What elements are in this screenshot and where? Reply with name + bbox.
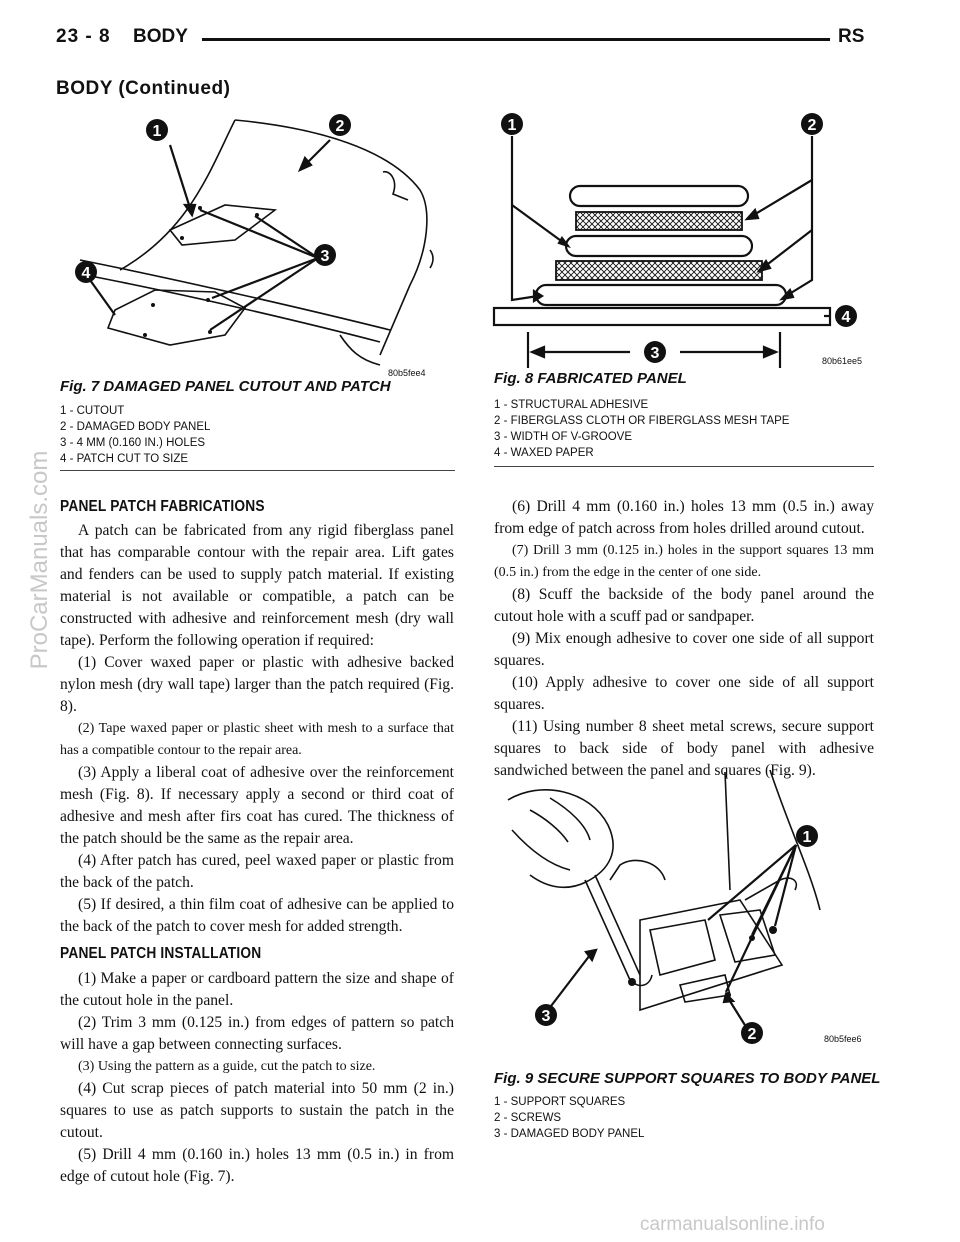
- fig8-illustration: [490, 110, 870, 370]
- fig9-callout-1: 1: [802, 829, 812, 846]
- fig9-legend-item: 1 - SUPPORT SQUARES: [494, 1096, 626, 1108]
- fig9-illustration: [490, 770, 870, 1070]
- paragraph: (4) After patch has cured, peel waxed paper or plastic from the back of the patch.: [60, 852, 454, 891]
- fig8-adhesive-layer: [566, 236, 752, 256]
- section-title: BODY: [133, 26, 188, 47]
- fig8-rule: [494, 466, 874, 467]
- fig9-legend: [494, 1094, 644, 1142]
- fig9-support-square: [720, 910, 775, 962]
- fig7-callout-2: 2: [335, 118, 345, 135]
- fig7-illustration: [60, 110, 450, 380]
- paragraph: (5) If desired, a thin film coat of adhesive can be applied to the back of the patch to cover mesh for added strength.: [60, 896, 454, 935]
- paragraph: A patch can be fabricated from any rigid fiberglass panel that has comparable contour with the repair area. Lift gates and fenders can be used to supply patch material. If existing material is not available or compatible, a patch can be constructed with adhesive and reinforcement mesh (dry wall tape). Perform the following operation if required:: [60, 522, 454, 649]
- side-watermark: ProCarManuals.com: [26, 450, 53, 670]
- model-code: RS: [838, 26, 865, 47]
- fig8-mesh-layer: [576, 212, 742, 230]
- fig8-code: 80b61ee5: [822, 356, 863, 366]
- installation-body: [60, 968, 454, 1188]
- paragraph: (2) Trim 3 mm (0.125 in.) from edges of pattern so patch will have a gap between connecting surfaces.: [60, 1014, 454, 1053]
- fig7-legend-item: 4 - PATCH CUT TO SIZE: [60, 453, 189, 465]
- fig8-adhesive-layer: [536, 285, 786, 305]
- fig8-caption: Fig. 8 FABRICATED PANEL: [494, 370, 687, 387]
- paragraph: (8) Scuff the backside of the body panel around the cutout hole with a scuff pad or sandpaper.: [494, 586, 874, 625]
- paragraph: (11) Using number 8 sheet metal screws, secure support squares to back side of body panel with adhesive sandwiched between the panel and squares (Fig. 9).: [494, 718, 874, 779]
- fig8-callout-3: 3: [650, 345, 660, 362]
- fig7-caption: Fig. 7 DAMAGED PANEL CUTOUT AND PATCH: [60, 378, 391, 395]
- paragraph: (5) Drill 4 mm (0.160 in.) holes 13 mm (0.5 in.) in from edge of cutout hole (Fig. 7).: [60, 1146, 454, 1185]
- fig7-legend-item: 1 - CUTOUT: [60, 405, 125, 417]
- paragraph: (1) Make a paper or cardboard pattern the size and shape of the cutout hole in the panel.: [60, 970, 454, 1009]
- fig9-support-square: [650, 920, 715, 975]
- fig7-legend: [60, 403, 210, 467]
- fig9-callout-3: 3: [541, 1008, 551, 1025]
- fig9-caption: Fig. 9 SECURE SUPPORT SQUARES TO BODY PANEL: [494, 1070, 881, 1087]
- fig9-callout-2: 2: [747, 1026, 757, 1043]
- paragraph: (6) Drill 4 mm (0.160 in.) holes 13 mm (0.5 in.) away from edge of patch across from holes drilled around cutout.: [494, 498, 874, 537]
- fig7-panel-edge: [235, 120, 427, 355]
- fig8-legend-item: 1 - STRUCTURAL ADHESIVE: [494, 399, 649, 411]
- paragraph: (4) Cut scrap pieces of patch material into 50 mm (2 in.) squares to use as patch supports to sustain the patch in the cutout.: [60, 1080, 454, 1141]
- fig8-legend-item: 2 - FIBERGLASS CLOTH OR FIBERGLASS MESH TAPE: [494, 415, 790, 427]
- paragraph: (10) Apply adhesive to cover one side of all support squares.: [494, 674, 874, 713]
- paragraph: (3) Apply a liberal coat of adhesive over the reinforcement mesh (Fig. 8). If necessary apply a second or third coat of adhesive and mesh after firs coat has cured. The thickness of the patch should be the same as the repair area.: [60, 764, 454, 847]
- fig8-callout-4: 4: [841, 309, 851, 326]
- continued-heading: BODY (Continued): [56, 78, 231, 99]
- fig7-callout-4: 4: [81, 265, 91, 282]
- paragraph: (1) Cover waxed paper or plastic with adhesive backed nylon mesh (dry wall tape) larger than the patch required (Fig. 8).: [60, 654, 454, 715]
- fig7-callout-1: 1: [152, 123, 162, 140]
- fig7-rule: [60, 470, 455, 471]
- header-rule: [202, 38, 830, 41]
- fig8-mesh-layer: [556, 261, 762, 280]
- fig8-legend: [494, 397, 789, 461]
- fig9-legend-item: 2 - SCREWS: [494, 1112, 562, 1124]
- fig8-callout-1: 1: [507, 117, 517, 134]
- fig7-patch: [108, 290, 245, 345]
- paragraph: (2) Tape waxed paper or plastic sheet with mesh to a surface that has a compatible contour to the repair area.: [60, 721, 454, 758]
- fig8-legend-item: 4 - WAXED PAPER: [494, 447, 594, 459]
- fig8-legend-item: 3 - WIDTH OF V-GROOVE: [494, 431, 633, 443]
- fig9-code: 80b5fee6: [824, 1034, 862, 1044]
- fig7-callout-3: 3: [320, 248, 330, 265]
- fig8-waxed-paper: [494, 308, 830, 325]
- page-number: 23 - 8: [56, 26, 111, 47]
- installation-heading: PANEL PATCH INSTALLATION: [60, 945, 262, 962]
- paragraph: (9) Mix enough adhesive to cover one side of all support squares.: [494, 630, 874, 669]
- bottom-watermark: carmanualsonline.info: [640, 1214, 825, 1235]
- installation-continued-body: [494, 496, 874, 782]
- fig7-code: 80b5fee4: [388, 368, 426, 378]
- fig8-callout-2: 2: [807, 117, 817, 134]
- fabrications-body: [60, 520, 454, 938]
- fig7-legend-item: 2 - DAMAGED BODY PANEL: [60, 421, 211, 433]
- paragraph: (7) Drill 3 mm (0.125 in.) holes in the support squares 13 mm (0.5 in.) from the edge in the center of one side.: [494, 543, 874, 580]
- fig9-legend-item: 3 - DAMAGED BODY PANEL: [494, 1128, 645, 1140]
- paragraph: (3) Using the pattern as a guide, cut the patch to size.: [78, 1059, 376, 1074]
- fig7-panel-fold: [120, 120, 235, 270]
- fig7-legend-item: 3 - 4 MM (0.160 IN.) HOLES: [60, 437, 206, 449]
- fabrications-heading: PANEL PATCH FABRICATIONS: [60, 498, 265, 515]
- fig8-adhesive-layer: [570, 186, 748, 206]
